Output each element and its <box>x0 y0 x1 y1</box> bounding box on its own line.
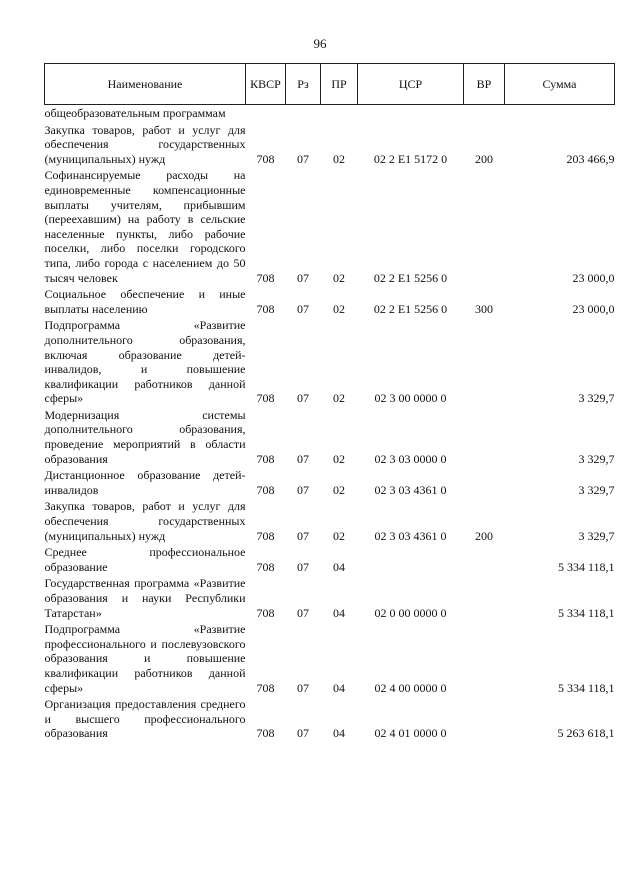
row-sum: 23 000,0 <box>572 270 615 285</box>
row-name: общеобразовательным программам <box>44 106 226 120</box>
row-rz: 07 <box>297 151 309 166</box>
row-sum <box>505 105 615 123</box>
row-rz: 07 <box>297 605 309 620</box>
row-rz: 07 <box>297 559 309 574</box>
row-kvsr: 708 <box>256 451 275 466</box>
row-name: Государственная программа «Развитие образования и науки Республики Татарстан» <box>44 576 246 620</box>
row-kvsr: 708 <box>256 301 275 316</box>
row-kvsr: 708 <box>256 482 275 497</box>
header-pr: ПР <box>321 64 358 105</box>
row-csr: 02 3 03 4361 0 <box>374 528 447 543</box>
row-csr: 02 4 00 0000 0 <box>374 680 447 695</box>
row-vr <box>464 622 505 697</box>
row-pr: 02 <box>333 528 345 543</box>
header-csr: ЦСР <box>358 64 464 105</box>
row-sum: 3 329,7 <box>578 528 615 543</box>
row-name: Социальное обеспечение и иные выплаты населению <box>44 287 246 316</box>
row-csr: 02 2 Е1 5256 0 <box>373 270 448 285</box>
row-vr <box>464 576 505 622</box>
row-pr: 04 <box>333 680 345 695</box>
row-vr <box>464 697 505 743</box>
row-kvsr: 708 <box>256 270 275 285</box>
row-kvsr: 708 <box>256 559 275 574</box>
budget-table <box>44 63 615 743</box>
row-rz: 07 <box>297 680 309 695</box>
row-name: Организация предоставления среднего и высшего профессионального образования <box>44 697 246 741</box>
row-csr: 02 3 00 0000 0 <box>374 391 447 406</box>
row-pr: 02 <box>333 270 345 285</box>
row-sum: 5 334 118,1 <box>557 559 615 574</box>
row-sum: 5 263 618,1 <box>557 726 615 741</box>
row-sum: 5 334 118,1 <box>557 680 615 695</box>
row-kvsr: 708 <box>256 726 275 741</box>
row-vr <box>464 545 505 576</box>
row-name: Дистанционное образование детей-инвалидов <box>44 468 246 497</box>
header-name: Наименование <box>45 64 246 105</box>
table-row <box>45 168 615 287</box>
row-vr: 200 <box>475 151 493 166</box>
row-sum: 3 329,7 <box>578 482 615 497</box>
row-csr: 02 2 Е1 5256 0 <box>373 301 448 316</box>
row-csr: 02 0 00 0000 0 <box>374 605 447 620</box>
table-row <box>45 408 615 468</box>
row-vr <box>464 408 505 468</box>
row-name: Подпрограмма «Развитие дополнительного образования, включая образование детей-инвалидов, и повышение квалификации работников данной сферы» <box>44 318 246 406</box>
row-rz <box>286 105 321 123</box>
header-vr: ВР <box>464 64 505 105</box>
row-csr <box>358 105 464 123</box>
row-sum: 203 466,9 <box>566 151 615 166</box>
row-rz: 07 <box>297 482 309 497</box>
row-vr: 200 <box>475 528 493 543</box>
page-number: 96 <box>313 36 327 51</box>
row-sum: 5 334 118,1 <box>557 605 615 620</box>
row-rz: 07 <box>297 391 309 406</box>
row-kvsr: 708 <box>256 391 275 406</box>
row-rz: 07 <box>297 726 309 741</box>
table-row <box>45 697 615 743</box>
row-name: Закупка товаров, работ и услуг для обеспечения государственных (муниципальных) нужд <box>44 122 246 166</box>
table-row <box>45 123 615 169</box>
table-row <box>45 287 615 318</box>
row-pr: 04 <box>333 605 345 620</box>
row-kvsr: 708 <box>256 528 275 543</box>
row-pr: 02 <box>333 151 345 166</box>
row-name: Закупка товаров, работ и услуг для обеспечения государственных (муниципальных) нужд <box>44 499 246 543</box>
row-pr: 02 <box>333 482 345 497</box>
row-pr: 02 <box>333 451 345 466</box>
row-sum: 23 000,0 <box>572 301 615 316</box>
row-csr: 02 2 Е1 5172 0 <box>373 151 448 166</box>
row-rz: 07 <box>297 451 309 466</box>
row-name: Софинансируемые расходы на единовременные компенсационные выплаты учителям, прибывшим (переехавшим) на работу в сельские населенные пункты, либо рабочие поселки, либо поселки городского типа, либо города с населением до 50 тысяч человек <box>44 168 246 285</box>
row-kvsr: 708 <box>256 680 275 695</box>
table-row <box>45 318 615 408</box>
row-name: Модернизация системы дополнительного образования, проведение мероприятий в области образования <box>44 407 246 466</box>
row-rz: 07 <box>297 528 309 543</box>
row-csr: 02 4 01 0000 0 <box>374 726 447 741</box>
row-vr: 300 <box>475 301 493 316</box>
table-row <box>45 622 615 697</box>
table-row <box>45 576 615 622</box>
row-kvsr <box>246 105 286 123</box>
table-row <box>45 545 615 576</box>
row-csr: 02 3 03 0000 0 <box>374 451 447 466</box>
table-row <box>45 468 615 499</box>
header-kvsr: КВСР <box>246 64 286 105</box>
row-kvsr: 708 <box>256 605 275 620</box>
row-rz: 07 <box>297 301 309 316</box>
header-rz: Рз <box>286 64 321 105</box>
row-csr <box>358 545 464 576</box>
row-pr: 04 <box>333 559 345 574</box>
row-csr: 02 3 03 4361 0 <box>374 482 447 497</box>
row-pr: 02 <box>333 391 345 406</box>
table-row <box>45 105 615 123</box>
row-sum: 3 329,7 <box>578 451 615 466</box>
row-sum: 3 329,7 <box>578 391 615 406</box>
row-name: Среднее профессиональное образование <box>44 545 246 574</box>
row-vr <box>464 105 505 123</box>
row-pr <box>321 105 358 123</box>
row-vr <box>464 468 505 499</box>
table-row <box>45 499 615 545</box>
row-vr <box>464 318 505 408</box>
row-name: Подпрограмма «Развитие профессионального и послевузовского образования и повышение квалификации работников данной сферы» <box>44 622 246 695</box>
row-pr: 04 <box>333 726 345 741</box>
header-sum: Сумма <box>505 64 615 105</box>
row-rz: 07 <box>297 270 309 285</box>
table-header-row <box>45 64 615 105</box>
row-pr: 02 <box>333 301 345 316</box>
row-vr <box>464 168 505 287</box>
row-kvsr: 708 <box>256 151 275 166</box>
